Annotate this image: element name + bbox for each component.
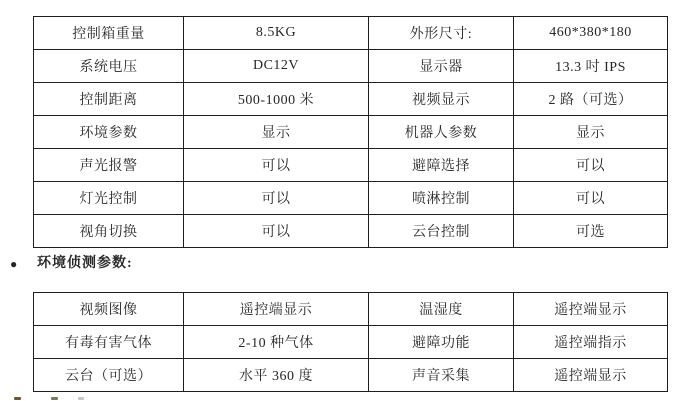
spec-label: 机器人参数 bbox=[369, 116, 514, 149]
spec-label: 声光报警 bbox=[34, 149, 184, 182]
spec-value: 可选 bbox=[514, 215, 668, 248]
table-row bbox=[34, 50, 668, 83]
table-row bbox=[34, 149, 668, 182]
spec-value: 遥控端指示 bbox=[514, 326, 668, 359]
table-row bbox=[34, 293, 668, 326]
spec-value: 500-1000 米 bbox=[184, 83, 369, 116]
spec-label: 喷淋控制 bbox=[369, 182, 514, 215]
spec-value: 460*380*180 bbox=[514, 17, 668, 50]
spec-label: 温湿度 bbox=[369, 293, 514, 326]
spec-label: 云台控制 bbox=[369, 215, 514, 248]
spec-label: 显示器 bbox=[369, 50, 514, 83]
spec-label: 灯光控制 bbox=[34, 182, 184, 215]
cut-off-text-fragment bbox=[0, 396, 120, 401]
spec-value: 遥控端显示 bbox=[514, 359, 668, 392]
spec-label: 云台（可选） bbox=[34, 359, 184, 392]
cut-off-mark bbox=[14, 397, 21, 400]
bullet-icon: ● bbox=[10, 257, 18, 271]
table-row bbox=[34, 326, 668, 359]
section-heading-text: 环境侦测参数: bbox=[37, 256, 133, 271]
spec-value: DC12V bbox=[184, 50, 369, 83]
spec-label: 避障功能 bbox=[369, 326, 514, 359]
spec-value: 遥控端显示 bbox=[184, 293, 369, 326]
spec-value: 2 路（可选） bbox=[514, 83, 668, 116]
spec-label: 声音采集 bbox=[369, 359, 514, 392]
spec-label: 视频显示 bbox=[369, 83, 514, 116]
table-row bbox=[34, 182, 668, 215]
spec-label: 控制距离 bbox=[34, 83, 184, 116]
spec-value: 遥控端显示 bbox=[514, 293, 668, 326]
spec-value: 水平 360 度 bbox=[184, 359, 369, 392]
spec-label: 视角切换 bbox=[34, 215, 184, 248]
spec-value: 可以 bbox=[514, 182, 668, 215]
table-row bbox=[34, 83, 668, 116]
spec-label: 系统电压 bbox=[34, 50, 184, 83]
spec-label: 视频图像 bbox=[34, 293, 184, 326]
cut-off-mark bbox=[78, 397, 84, 400]
spec-label: 外形尺寸: bbox=[369, 17, 514, 50]
spec-value: 可以 bbox=[514, 149, 668, 182]
spec-value: 可以 bbox=[184, 149, 369, 182]
table-row bbox=[34, 215, 668, 248]
table-row bbox=[34, 359, 668, 392]
spec-label: 有毒有害气体 bbox=[34, 326, 184, 359]
spec-value: 2-10 种气体 bbox=[184, 326, 369, 359]
spec-value: 显示 bbox=[184, 116, 369, 149]
spec-label: 环境参数 bbox=[34, 116, 184, 149]
control-box-spec-table bbox=[33, 16, 668, 248]
table-row bbox=[34, 116, 668, 149]
spec-value: 13.3 吋 IPS bbox=[514, 50, 668, 83]
section-heading bbox=[0, 254, 400, 274]
table-row bbox=[34, 17, 668, 50]
spec-value: 8.5KG bbox=[184, 17, 369, 50]
environment-detection-table bbox=[33, 292, 668, 392]
spec-value: 显示 bbox=[514, 116, 668, 149]
spec-label: 避障选择 bbox=[369, 149, 514, 182]
spec-value: 可以 bbox=[184, 215, 369, 248]
spec-label: 控制箱重量 bbox=[34, 17, 184, 50]
cut-off-mark bbox=[51, 397, 58, 400]
spec-value: 可以 bbox=[184, 182, 369, 215]
